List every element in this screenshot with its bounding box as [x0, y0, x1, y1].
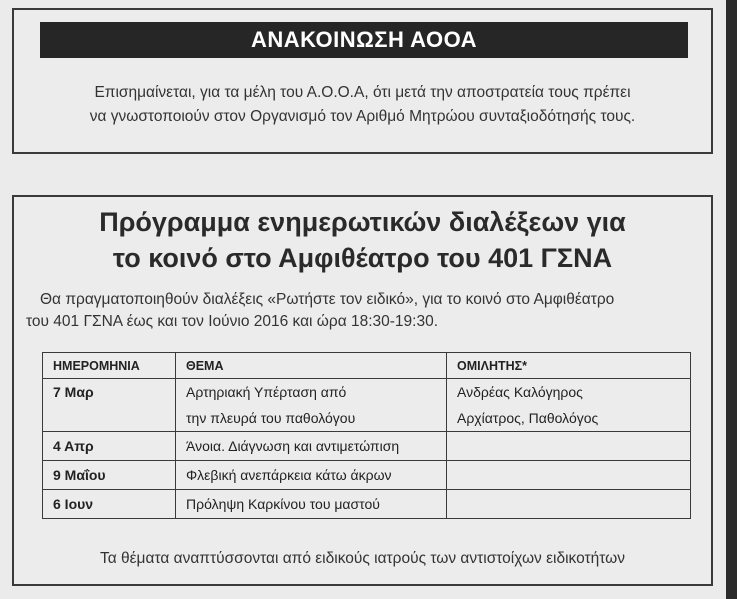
announcement-text-line-2: να γνωστοποιούν στον Οργανισμό τον Αριθμό Μητρώου συνταξιοδότησής τους.: [89, 108, 636, 125]
row-speaker: [447, 461, 691, 490]
row-speaker: Ανδρέας Καλόγηρος Αρχίατρος, Παθολόγος: [447, 379, 691, 432]
program-title-line-2: το κοινό στο Αμφιθέατρο του 401 ΓΣΝΑ: [112, 243, 613, 273]
page-edge-bar: [726, 0, 737, 599]
row-topic: Αρτηριακή Υπέρταση από την πλευρά του παθολόγου: [176, 379, 447, 432]
program-title: [14, 204, 711, 276]
row-speaker: [447, 490, 691, 519]
header-topic: ΘΕΜΑ: [176, 353, 447, 379]
program-intro: [26, 289, 711, 333]
row-speaker: [447, 432, 691, 461]
lecture-program-box: [12, 195, 713, 586]
schedule-table: [42, 352, 691, 519]
table-row: [43, 432, 691, 461]
row-topic: Άνοια. Διάγνωση και αντιμετώπιση: [176, 432, 447, 461]
program-footer-note: Τα θέματα αναπτύσσονται από ειδικούς ιατρούς των αντιστοίχων ειδικοτήτων: [99, 550, 625, 567]
table-row: [43, 461, 691, 490]
announcement-text: [19, 81, 706, 129]
program-intro-line-2: του 401 ΓΣΝΑ έως και τον Ιούνιο 2016 και ώρα 18:30-19:30.: [26, 313, 439, 330]
announcement-box: [12, 8, 713, 154]
program-intro-line-1: Θα πραγματοποιηθούν διαλέξεις «Ρωτήστε τον ειδικό», για το κοινό στο Αμφιθέατρο: [40, 291, 615, 308]
announcement-text-line-1: Επισημαίνεται, για τα μέλη του Α.Ο.Ο.Α, ότι μετά την αποστρατεία τους πρέπει: [94, 84, 631, 101]
row-topic: Πρόληψη Καρκίνου του μαστού: [176, 490, 447, 519]
header-speaker: ΟΜΙΛΗΤΗΣ*: [447, 353, 691, 379]
table-row: [43, 490, 691, 519]
program-title-line-1: Πρόγραμμα ενημερωτικών διαλέξεων για: [99, 207, 626, 237]
row-date: 4 Απρ: [43, 432, 176, 461]
row-date: 6 Ιουν: [43, 490, 176, 519]
announcement-title: ΑΝΑΚΟΙΝΩΣΗ ΑΟΟΑ: [40, 22, 688, 58]
row-date: 7 Μαρ: [43, 379, 176, 432]
row-topic: Φλεβική ανεπάρκεια κάτω άκρων: [176, 461, 447, 490]
table-header-row: [43, 353, 691, 379]
table-row: [43, 379, 691, 432]
header-date: ΗΜΕΡΟΜΗΝΙΑ: [43, 353, 176, 379]
row-date: 9 Μαΐου: [43, 461, 176, 490]
